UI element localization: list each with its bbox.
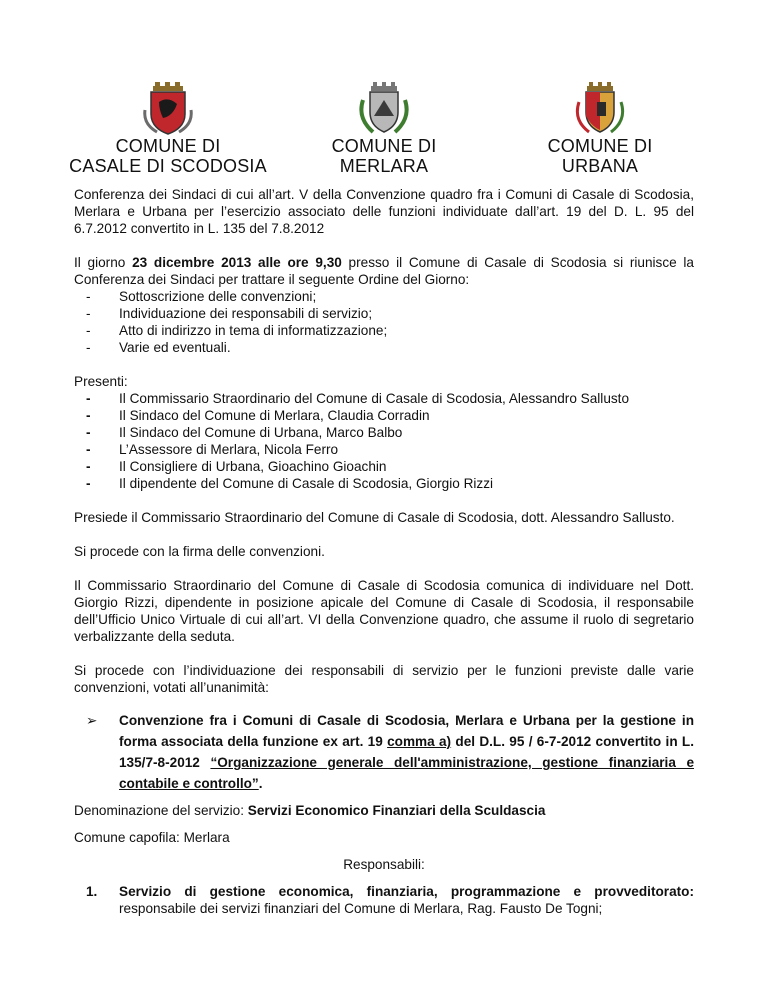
comune-urbana	[492, 80, 708, 176]
agenda-item	[74, 322, 694, 339]
dash-marker: -	[86, 391, 91, 406]
commissario-paragraph: Il Commissario Straordinario del Comune di Casale di Scodosia comunica di individuare nel Dott. Giorgio Rizzi, dipendente in posizione apicale del Comune di Casale di Scodosia, il responsabile dell’Ufficio Unico Virtuale di cui all’art. VI della Convenzione quadro, che assume il ruolo di segretario verbalizzante della seduta.	[74, 578, 694, 644]
convenzione-text	[119, 710, 694, 794]
comune-line2: CASALE DI SCODOSIA	[69, 156, 267, 176]
comune-merlara	[276, 80, 492, 176]
dash-marker: -	[86, 459, 91, 474]
presente-text: Il dipendente del Comune di Casale di Scodosia, Giorgio Rizzi	[119, 476, 494, 491]
agenda-text: Varie ed eventuali.	[119, 340, 231, 355]
comune-line1: COMUNE DI	[331, 136, 437, 156]
individuazione-paragraph: Si procede con l’individuazione dei responsabili di servizio per le funzioni previste dalle varie convenzioni, votati all’unanimità:	[74, 663, 694, 695]
dash-marker: -	[86, 306, 91, 321]
denominazione-paragraph	[74, 802, 694, 819]
presiede-paragraph: Presiede il Commissario Straordinario del Comune di Casale di Scodosia, dott. Alessandro Sallusto.	[74, 510, 675, 525]
dash-marker: -	[86, 408, 91, 423]
presente-item	[74, 458, 694, 475]
letterhead	[60, 80, 708, 175]
comune-line1: COMUNE DI	[547, 136, 653, 156]
presente-text: Il Consigliere di Urbana, Gioachino Gioachin	[119, 459, 387, 474]
intro-paragraph: Conferenza dei Sindaci di cui all’art. V della Convenzione quadro fra i Comuni di Casale di Scodosia, Merlara e Urbana per l’esercizio associato delle funzioni individuate dall’art. 19 del D. L. 95 del 6.7.2012 convertito in L. 135 del 7.8.2012	[74, 187, 694, 236]
meeting-paragraph	[74, 254, 694, 288]
presente-item	[74, 407, 694, 424]
servizio-item	[74, 883, 694, 917]
agenda-item	[74, 288, 694, 305]
presente-item	[74, 441, 694, 458]
servizio-title: Servizio di gestione economica, finanziaria, programmazione e provveditorato:	[119, 884, 694, 899]
casale-crest-icon	[139, 80, 197, 136]
presenti-list	[74, 390, 694, 492]
responsabili-title: Responsabili:	[343, 857, 425, 872]
comune-line2: URBANA	[561, 156, 639, 176]
denominazione-label: Denominazione del servizio:	[74, 803, 248, 818]
dash-marker: -	[86, 425, 91, 440]
presente-item	[74, 475, 694, 492]
servizio-text	[119, 883, 694, 917]
presente-text: Il Commissario Straordinario del Comune di Casale di Scodosia, Alessandro Sallusto	[119, 391, 630, 406]
merlara-crest-icon	[355, 80, 413, 136]
firma-paragraph: Si procede con la firma delle convenzioni.	[74, 544, 325, 559]
agenda-list	[74, 288, 694, 356]
comune-line2: MERLARA	[339, 156, 429, 176]
convenzione-item	[74, 710, 694, 794]
agenda-item	[74, 339, 694, 356]
presenti-label: Presenti:	[74, 374, 128, 389]
meeting-suffix: presso il Comune di Casale di Scodosia si riunisce la Conferenza dei Sindaci per trattare il seguente Ordine del Giorno:	[74, 255, 694, 287]
dash-marker: -	[86, 442, 91, 457]
convenzione-part4: “Organizzazione generale dell'amministrazione, gestione finanziaria e contabile e controllo”	[119, 755, 695, 791]
dash-marker: -	[86, 289, 91, 304]
agenda-text: Individuazione dei responsabili di servizio;	[119, 306, 373, 321]
dash-marker: -	[86, 340, 91, 355]
agenda-text: Atto di indirizzo in tema di informatizzazione;	[119, 323, 388, 338]
urbana-crest-icon	[571, 80, 629, 136]
meeting-date: 23 dicembre 2013 alle ore 9,30	[132, 255, 342, 270]
comune-line1: COMUNE DI	[115, 136, 221, 156]
presente-text: Il Sindaco del Comune di Urbana, Marco Balbo	[119, 425, 403, 440]
convenzione-part5: .	[258, 776, 263, 791]
convenzione-part1: Convenzione fra i Comuni di Casale di Scodosia, Merlara e Urbana per la gestione in forma associata della funzione ex art. 19	[119, 713, 694, 749]
presente-item	[74, 424, 694, 441]
dash-marker: -	[86, 476, 91, 491]
presente-item	[74, 390, 694, 407]
arrow-marker: ➢	[86, 713, 98, 728]
dash-marker: -	[86, 323, 91, 338]
convenzione-part3: del D.L. 95 / 6-7-2012 convertito in L. 135/7-8-2012	[119, 734, 695, 770]
document-body	[74, 186, 694, 917]
servizio-desc: responsabile dei servizi finanziari del Comune di Merlara, Rag. Fausto De Togni;	[119, 901, 603, 916]
agenda-item	[74, 305, 694, 322]
denominazione-value: Servizi Economico Finanziari della Sculdascia	[247, 803, 546, 818]
capofila-paragraph: Comune capofila: Merlara	[74, 830, 230, 845]
servizio-number: 1.	[86, 884, 98, 899]
presente-text: Il Sindaco del Comune di Merlara, Claudia Corradin	[119, 408, 430, 423]
meeting-prefix: Il giorno	[74, 255, 133, 270]
agenda-text: Sottoscrizione delle convenzioni;	[119, 289, 317, 304]
comune-casale	[60, 80, 276, 176]
convenzione-part2: comma a)	[387, 734, 452, 749]
presente-text: L’Assessore di Merlara, Nicola Ferro	[119, 442, 339, 457]
